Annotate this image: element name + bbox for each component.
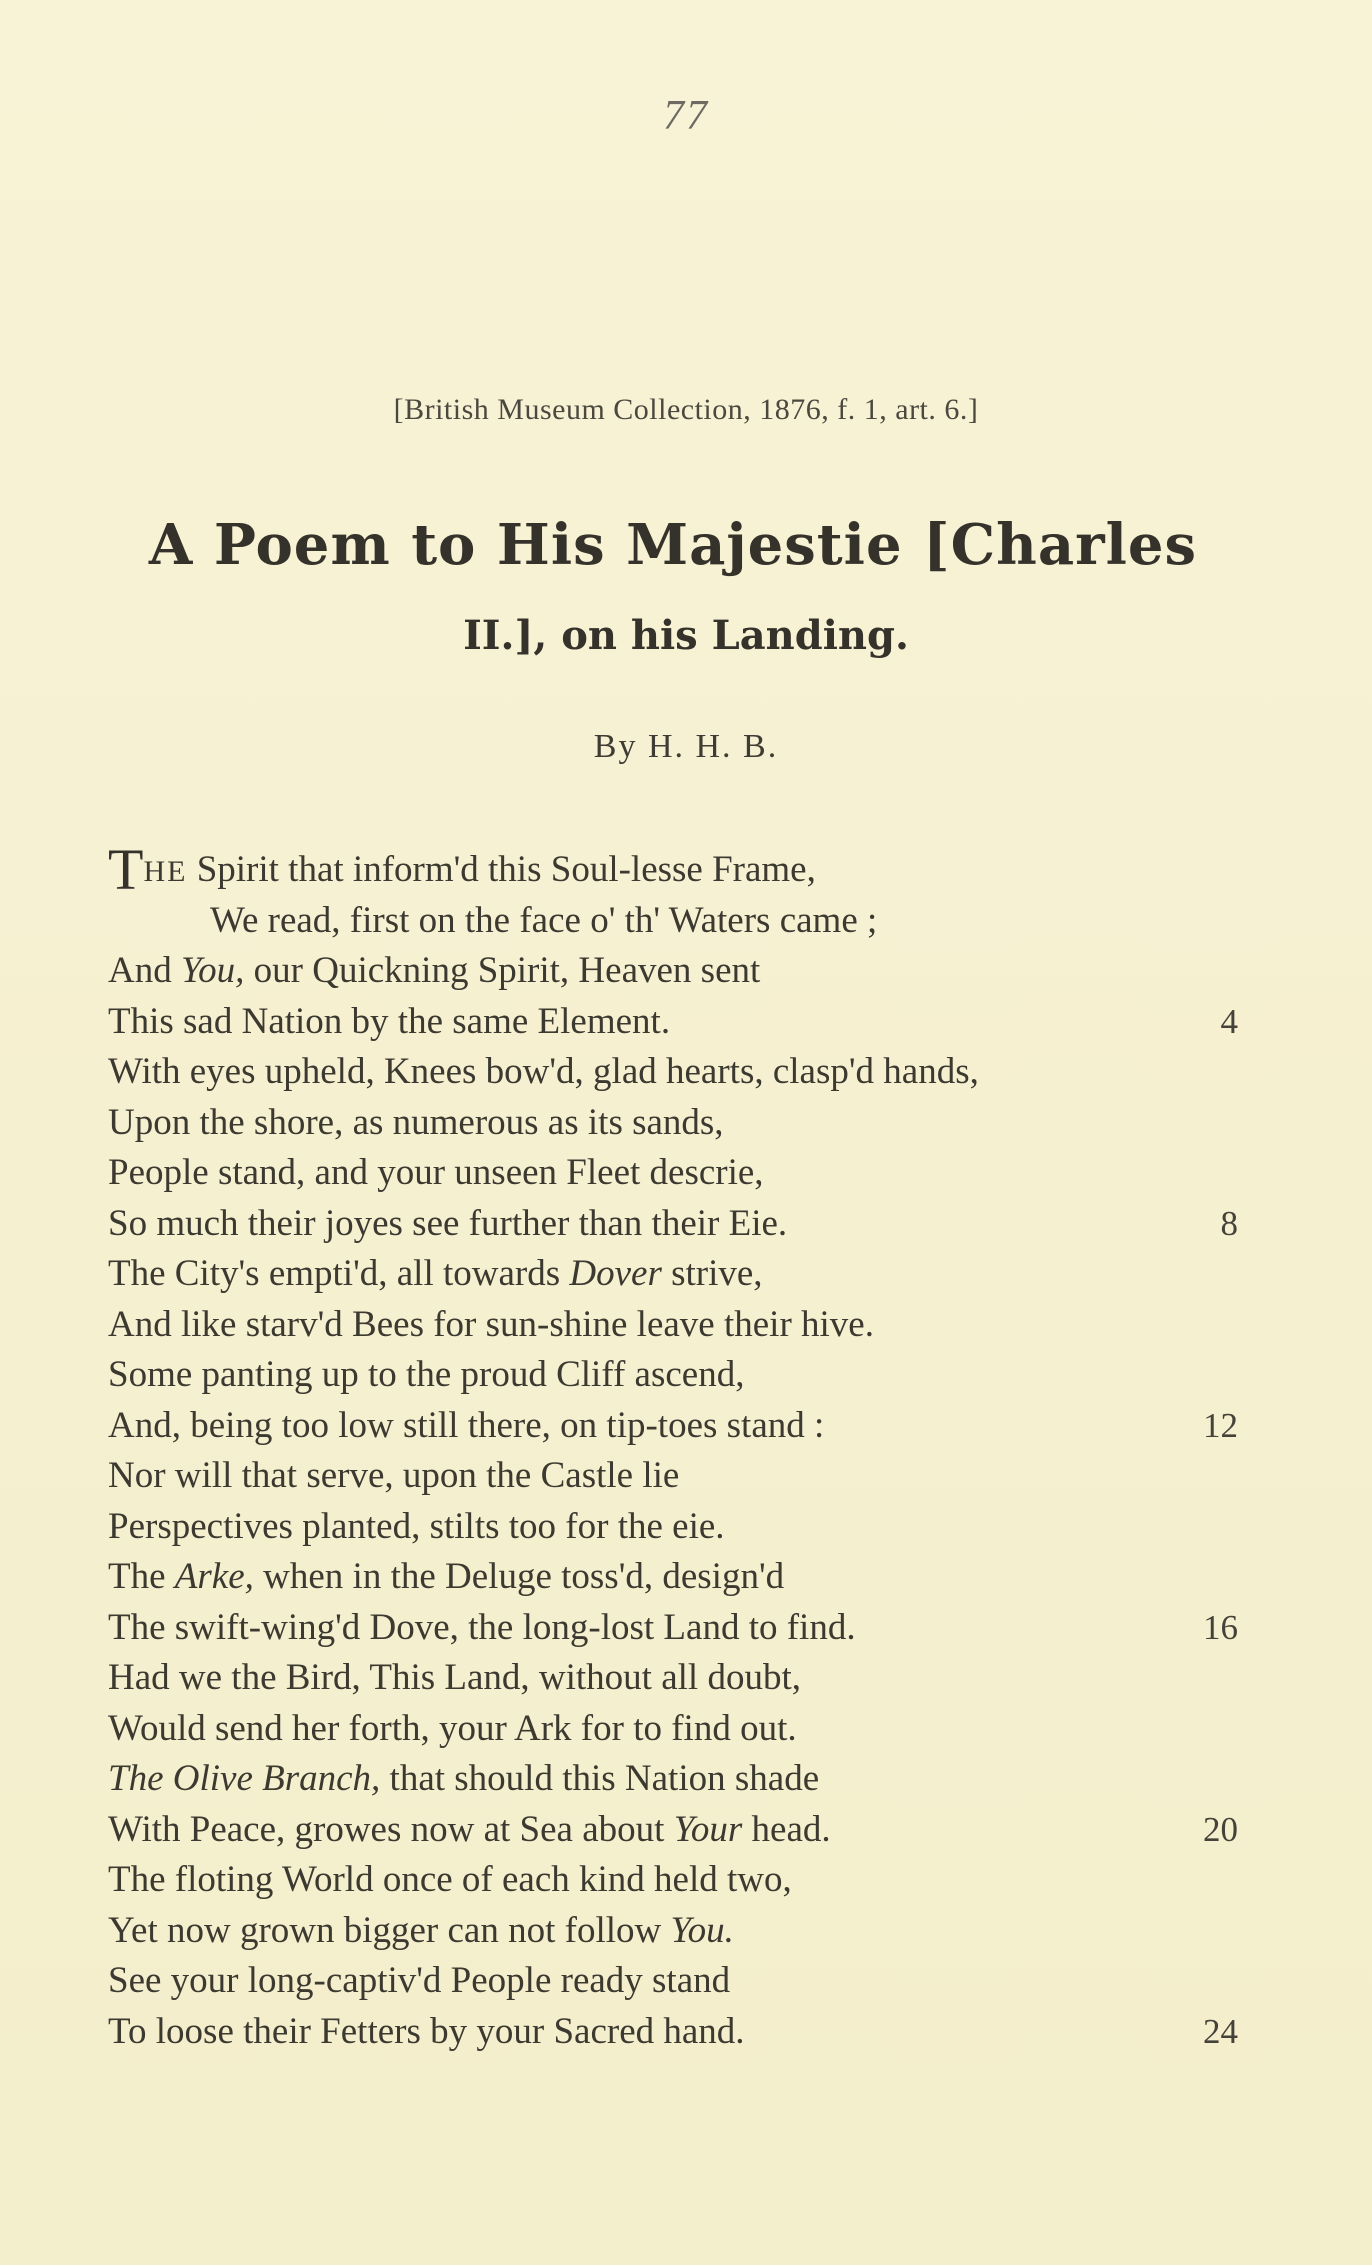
poem-line xyxy=(108,2007,1238,2058)
line-text-start: The City's empti'd, all towards xyxy=(108,1253,570,1294)
line-text-end: our Quickning Spirit, Heaven sent xyxy=(244,950,761,991)
line-text-end: head. xyxy=(742,1808,831,1850)
poem-line-text xyxy=(108,900,877,941)
poem-body xyxy=(108,837,1238,2057)
line-text-start: Spirit that inform'd this Soul-lesse Frame, xyxy=(187,849,816,890)
poem-line-text xyxy=(108,1253,763,1294)
poem-line-text xyxy=(108,1203,787,1244)
line-text-start: Would send her forth, your Ark for to find out. xyxy=(108,1707,797,1749)
line-text-end: that should this Nation shade xyxy=(380,1758,820,1799)
line-text-start: To loose their Fetters by your Sacred hand. xyxy=(108,2010,745,2052)
line-number: 4 xyxy=(1220,1001,1238,1041)
line-text-start: So much their joyes see further than their Eie. xyxy=(108,1202,788,1244)
line-text-start: And, being too low still there, on tip-toes stand : xyxy=(108,1404,825,1446)
line-text-start: The swift-wing'd Dove, the long-lost Land to find. xyxy=(108,1606,856,1648)
poem-line-text xyxy=(108,1809,831,1850)
poem-line xyxy=(108,1603,1238,1654)
poem-line xyxy=(108,1805,1238,1856)
poem-line xyxy=(108,1502,1238,1553)
poem-line-text xyxy=(108,1859,792,1900)
line-text-start: Perspectives planted, stilts too for the eie. xyxy=(108,1505,725,1547)
line-number: 12 xyxy=(1203,1405,1238,1445)
poem-line-text xyxy=(108,1102,724,1143)
poem-title-line-2: II.], on his Landing. xyxy=(463,612,909,659)
poem-line xyxy=(108,1855,1238,1906)
poem-line-text xyxy=(108,1758,819,1799)
line-text-start: Nor will that serve, upon the Castle lie xyxy=(108,1455,680,1496)
poem-line-text xyxy=(108,950,760,991)
line-text-start: And like starv'd Bees for sun-shine leave their hive. xyxy=(108,1303,874,1345)
line-text-start: See your long-captiv'd People ready stand xyxy=(108,1960,731,2001)
line-text-start: The xyxy=(108,1556,175,1597)
line-text-start: With eyes upheld, Knees bow'd, glad hearts, clasp'd hands, xyxy=(108,1051,979,1092)
line-number: 24 xyxy=(1203,2011,1238,2051)
poem-line-text xyxy=(108,1960,730,2001)
poem-title-line-1: A Poem to His Majestie [Charles xyxy=(148,512,1198,578)
poem-line-text xyxy=(108,837,816,902)
line-number: 8 xyxy=(1220,1203,1238,1243)
line-text-end: strive, xyxy=(661,1253,763,1294)
poem-line-text xyxy=(108,1405,824,1446)
drop-cap: T xyxy=(108,837,144,902)
poem-line-text xyxy=(108,1657,801,1698)
poem-line-text xyxy=(108,1001,670,1042)
line-text-start: Yet now grown bigger can not follow xyxy=(108,1909,671,1951)
line-text-start: And xyxy=(108,950,181,991)
poem-line xyxy=(108,1401,1238,1452)
page-number: 77 xyxy=(663,93,709,139)
poem-line-text xyxy=(108,1354,744,1395)
line-text-start: Upon the shore, as numerous as its sands, xyxy=(108,1101,724,1143)
author-byline: By H. H. B. xyxy=(593,728,779,765)
poem-line xyxy=(108,946,1238,997)
poem-line-text xyxy=(108,1607,856,1648)
line-text-italic: Your xyxy=(673,1808,743,1850)
line-text-start: We read, first on the face o' th' Waters came ; xyxy=(210,899,878,941)
poem-line xyxy=(108,896,1238,947)
line-text-italic: You, xyxy=(180,950,245,991)
line-text-start: People stand, and your unseen Fleet descrie, xyxy=(108,1152,764,1193)
poem-line-text xyxy=(108,1708,797,1749)
line-number: 20 xyxy=(1203,1809,1238,1849)
line-number: 16 xyxy=(1203,1607,1238,1647)
poem-line-text xyxy=(108,1455,679,1496)
poem-line-text xyxy=(108,1152,764,1193)
poem-line xyxy=(108,1754,1238,1805)
poem-line-text xyxy=(108,1506,725,1547)
line-text-italic: Dover xyxy=(569,1253,662,1294)
poem-line xyxy=(108,1098,1238,1149)
poem-line xyxy=(108,1906,1238,1957)
poem-line xyxy=(108,1249,1238,1300)
poem-line-text xyxy=(108,2011,745,2052)
line-text-italic: Arke, xyxy=(174,1556,254,1597)
poem-line xyxy=(108,1552,1238,1603)
poem-line xyxy=(108,1350,1238,1401)
poem-line xyxy=(108,1300,1238,1351)
poem-line-text xyxy=(108,1910,734,1951)
line-text-italic: The Olive Branch, xyxy=(108,1758,381,1799)
line-text-start: This sad Nation by the same Element. xyxy=(108,1000,671,1042)
poem-line xyxy=(108,1704,1238,1755)
poem-line xyxy=(108,1653,1238,1704)
line-text-end: when in the Deluge toss'd, design'd xyxy=(253,1556,785,1597)
poem-line-text xyxy=(108,1556,784,1597)
drop-cap-rest: HE xyxy=(143,855,188,888)
poem-line-text xyxy=(108,1304,874,1345)
line-text-start: With Peace, growes now at Sea about xyxy=(108,1808,674,1850)
line-text-start: Had we the Bird, This Land, without all doubt, xyxy=(108,1657,801,1698)
poem-line xyxy=(108,1451,1238,1502)
line-text-start: Some panting up to the proud Cliff ascend, xyxy=(108,1354,745,1395)
poem-line xyxy=(108,997,1238,1048)
source-note: [British Museum Collection, 1876, f. 1, art. 6.] xyxy=(393,393,979,426)
poem-line xyxy=(108,1047,1238,1098)
poem-line xyxy=(108,1148,1238,1199)
line-text-start: The floting World once of each kind held two, xyxy=(108,1859,792,1900)
poem-line xyxy=(108,1199,1238,1250)
line-text-italic: You. xyxy=(670,1909,734,1951)
poem-line xyxy=(108,1956,1238,2007)
poem-line-text xyxy=(108,1051,979,1092)
poem-line xyxy=(108,837,1238,902)
